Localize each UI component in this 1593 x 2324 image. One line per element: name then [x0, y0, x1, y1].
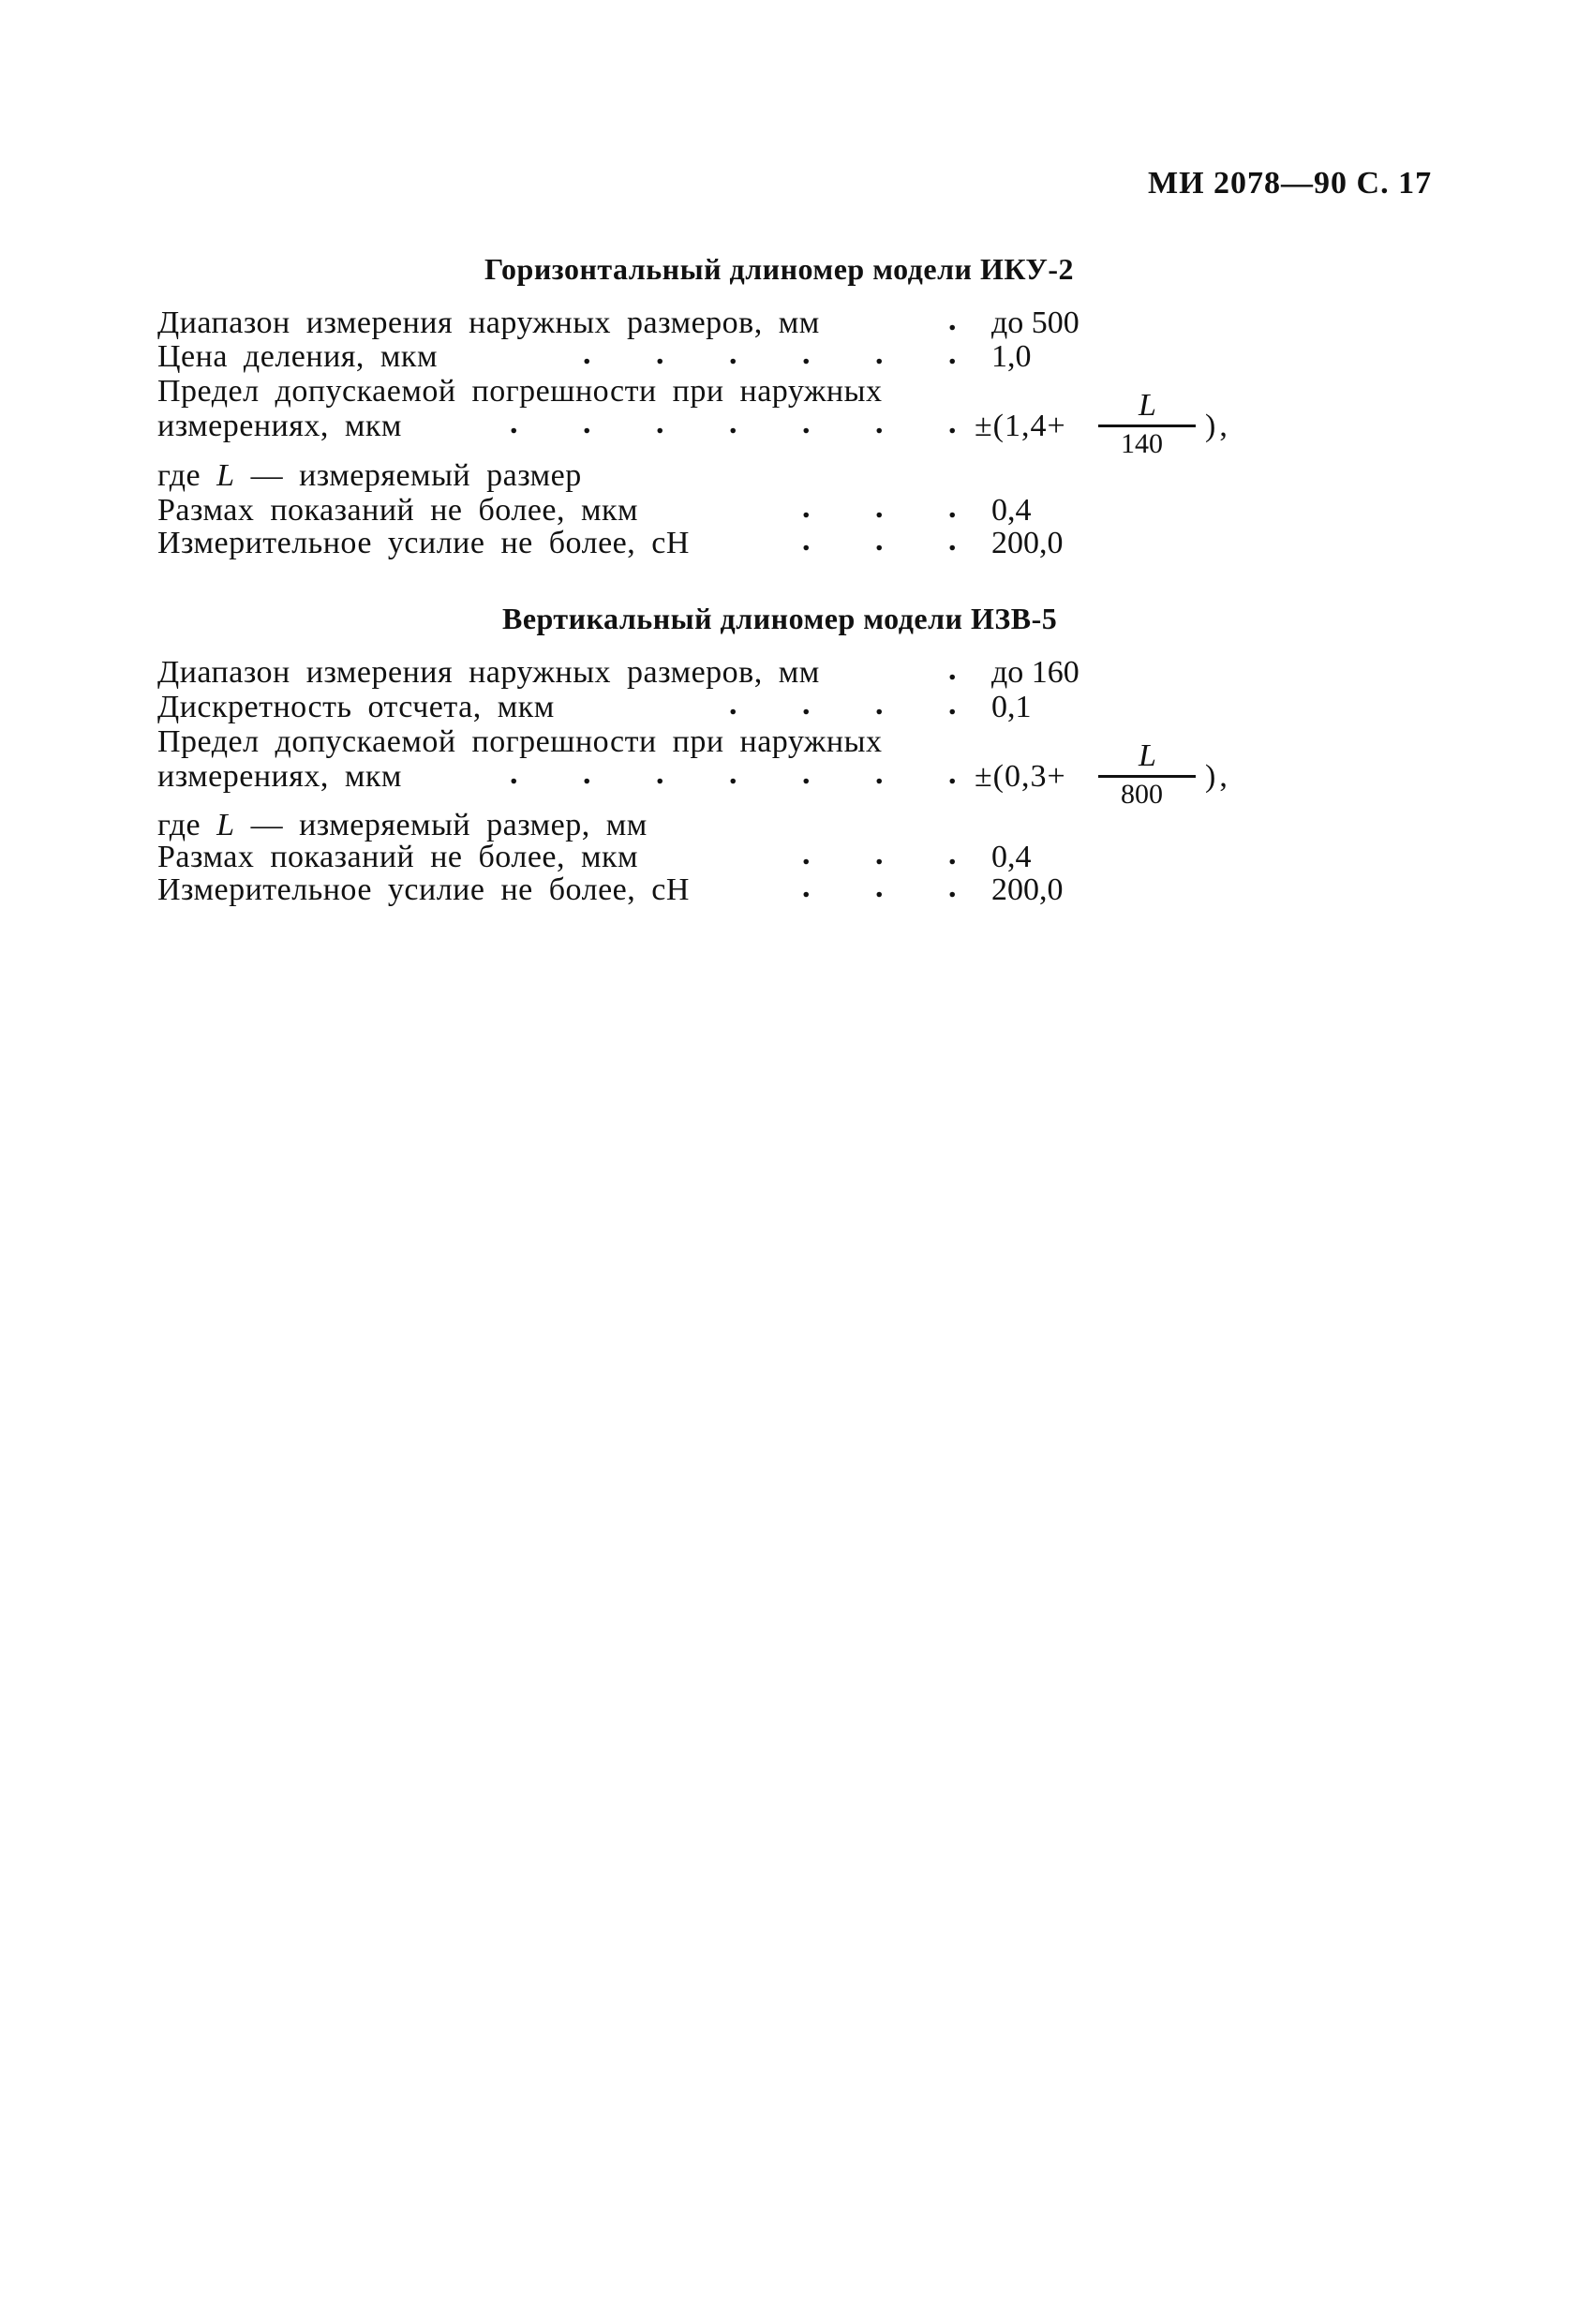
leader-dot: .	[802, 336, 811, 371]
leader-dot: .	[656, 406, 664, 440]
leader-dot: .	[875, 490, 884, 525]
leader-dot: .	[510, 406, 518, 440]
leader-dot: .	[802, 406, 811, 440]
leader-dot: .	[510, 756, 518, 791]
row-label: Предел допускаемой погрешности при наружных	[157, 724, 883, 759]
row-value: 1,0	[991, 339, 1032, 374]
leader-dot: .	[729, 687, 737, 722]
leader-dot: .	[948, 406, 957, 440]
leader-dot: .	[729, 406, 737, 440]
formula-suffix: ),	[1205, 409, 1231, 443]
leader-dots	[583, 338, 960, 370]
leader-dot: .	[802, 837, 811, 872]
row-label: Диапазон измерения наружных размеров, мм	[157, 305, 820, 340]
leader-dot: .	[656, 756, 664, 791]
leader-dot: .	[875, 756, 884, 791]
note-prefix: где	[157, 808, 217, 842]
leader-dot: .	[948, 652, 957, 687]
leader-dot: .	[802, 523, 811, 558]
row-value: 200,0	[991, 526, 1064, 560]
row-value: до 160	[991, 655, 1079, 690]
leader-dot: .	[948, 870, 957, 904]
leader-dot: .	[948, 336, 957, 371]
row-value: 200,0	[991, 872, 1064, 907]
row-label: Цена деления, мкм	[157, 339, 438, 374]
leader-dots	[510, 758, 960, 790]
formula-prefix: ±(0,3+	[975, 759, 1066, 794]
leader-dot: .	[948, 523, 957, 558]
leader-dot: .	[875, 523, 884, 558]
leader-dots	[802, 839, 960, 871]
leader-dot: .	[948, 687, 957, 722]
leader-dot: .	[583, 406, 591, 440]
leader-dots	[729, 689, 960, 721]
leader-dots	[948, 305, 960, 336]
row-label: измерениях, мкм	[157, 409, 402, 443]
leader-dots	[802, 525, 960, 557]
variable-L: L	[216, 808, 235, 842]
row-value: 0,1	[991, 690, 1032, 724]
leader-dot: .	[802, 490, 811, 525]
row-label: Предел допускаемой погрешности при наружных	[157, 374, 883, 409]
fraction-bar	[1098, 775, 1196, 778]
leader-dot: .	[875, 837, 884, 872]
note-rest: — измеряемый размер, мм	[234, 808, 648, 842]
variable-L: L	[216, 458, 235, 493]
fraction-numerator: L	[1139, 388, 1156, 423]
leader-dot: .	[729, 336, 737, 371]
leader-dot: .	[948, 756, 957, 791]
formula-prefix: ±(1,4+	[975, 409, 1066, 443]
row-label: измерениях, мкм	[157, 759, 402, 794]
note-prefix: где	[157, 458, 217, 493]
row-label-note	[157, 460, 582, 492]
row-label: Дискретность отсчета, мкм	[157, 690, 555, 724]
row-value: 0,4	[991, 840, 1032, 874]
leader-dot: .	[875, 406, 884, 440]
row-label: Диапазон измерения наружных размеров, мм	[157, 655, 820, 690]
leader-dot: .	[948, 490, 957, 525]
leader-dot: .	[802, 870, 811, 904]
row-label: Размах показаний не более, мкм	[157, 493, 639, 528]
fraction-denominator: 140	[1121, 428, 1163, 459]
leader-dot: .	[875, 687, 884, 722]
leader-dots	[802, 492, 960, 524]
leader-dot: .	[729, 756, 737, 791]
leader-dot: .	[875, 870, 884, 904]
fraction-numerator: L	[1139, 738, 1156, 773]
section-title: Горизонтальный длиномер модели ИКУ-2	[484, 252, 1075, 286]
row-label: Измерительное усилие не более, сН	[157, 872, 690, 907]
leader-dot: .	[583, 336, 591, 371]
leader-dots	[948, 654, 960, 686]
leader-dot: .	[948, 303, 957, 337]
leader-dot: .	[802, 687, 811, 722]
note-rest: — измеряемый размер	[234, 458, 582, 493]
leader-dot: .	[656, 336, 664, 371]
row-label: Измерительное усилие не более, сН	[157, 526, 690, 560]
leader-dots	[802, 872, 960, 903]
leader-dots	[510, 408, 960, 439]
fraction-denominator: 800	[1121, 779, 1163, 810]
row-label-note	[157, 810, 648, 842]
row-value: до 500	[991, 305, 1079, 340]
fraction-bar	[1098, 425, 1196, 427]
row-value: 0,4	[991, 493, 1032, 528]
leader-dot: .	[948, 837, 957, 872]
page-header: МИ 2078—90 С. 17	[1148, 166, 1433, 201]
leader-dot: .	[583, 756, 591, 791]
section-title: Вертикальный длиномер модели ИЗВ-5	[502, 602, 1058, 635]
row-label: Размах показаний не более, мкм	[157, 840, 639, 874]
leader-dot: .	[802, 756, 811, 791]
leader-dot: .	[875, 336, 884, 371]
formula-suffix: ),	[1205, 759, 1231, 794]
